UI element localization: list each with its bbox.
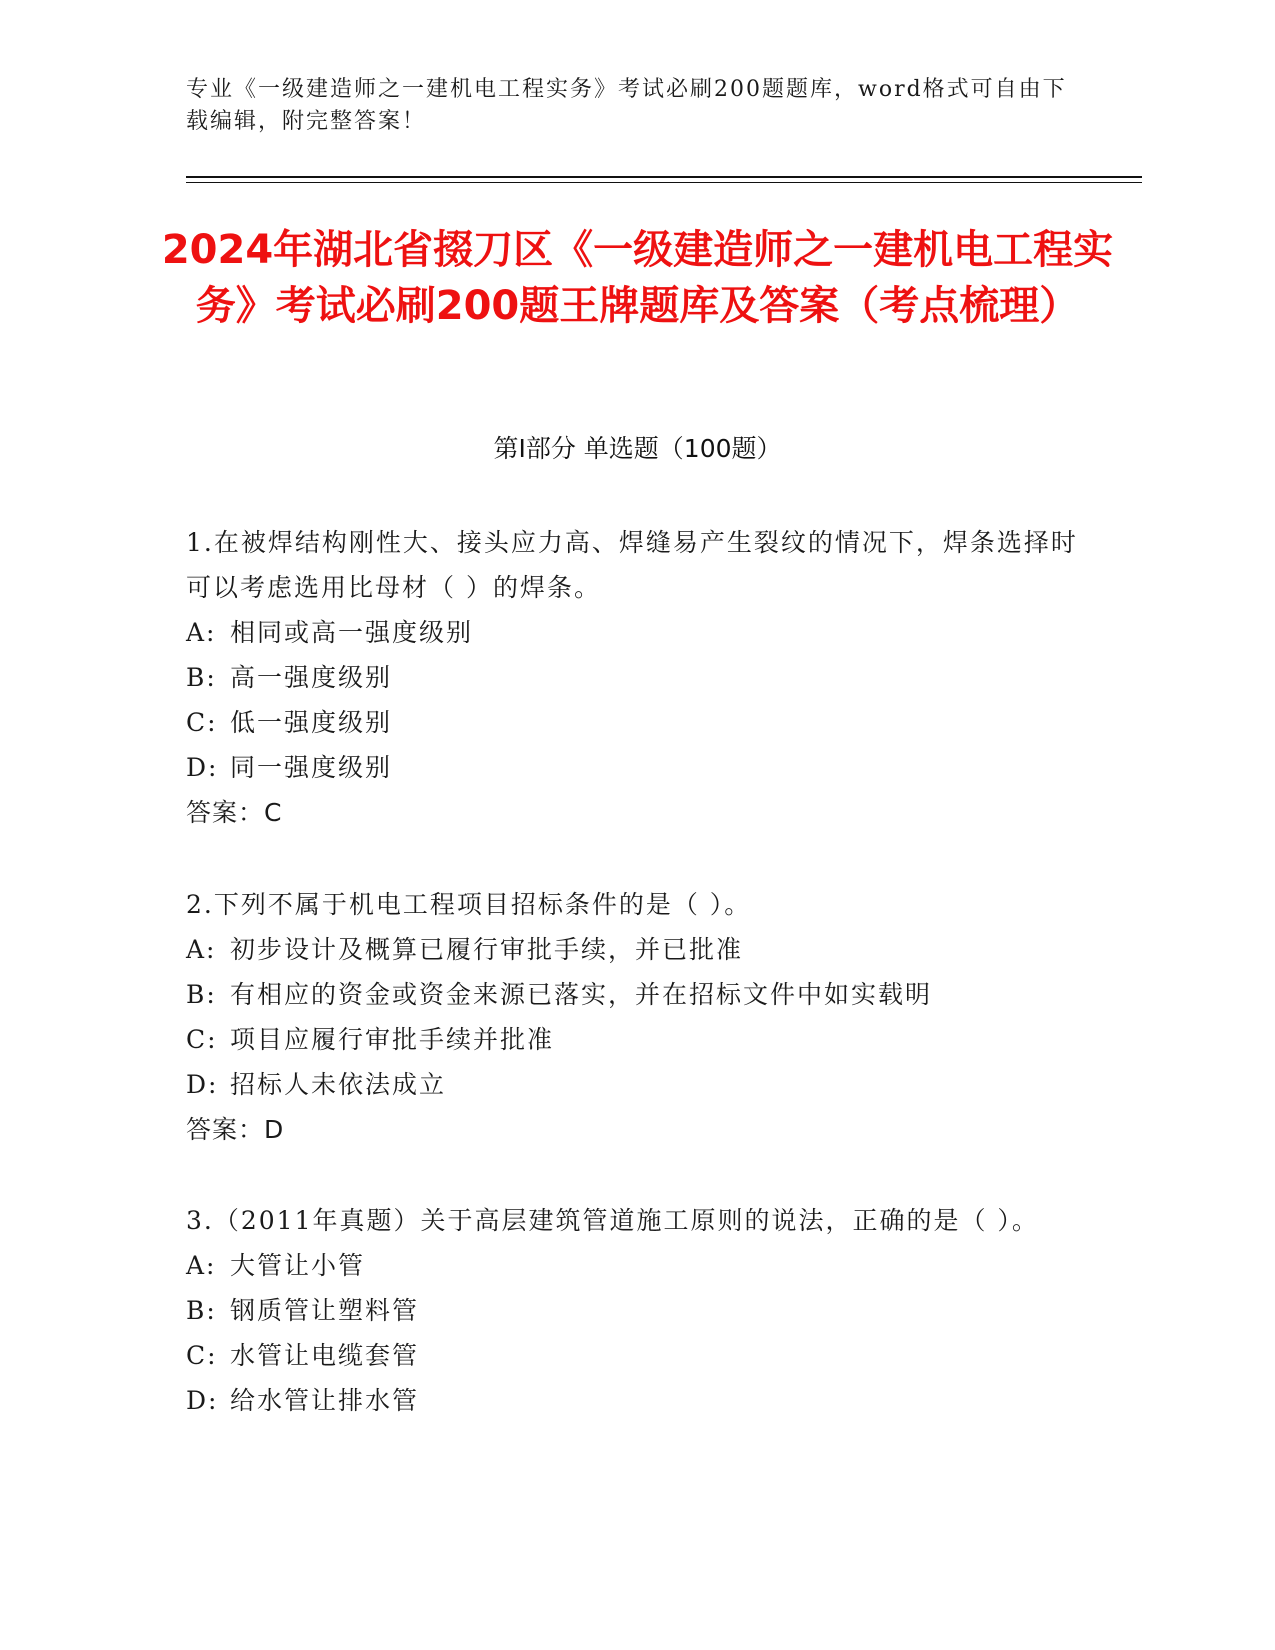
option-letter: D: bbox=[186, 753, 219, 782]
option-a bbox=[186, 927, 1086, 972]
option-text: 相同或高一强度级别 bbox=[230, 618, 474, 647]
option-text: 高一强度级别 bbox=[230, 663, 393, 692]
option-text: 水管让电缆套管 bbox=[230, 1341, 420, 1370]
option-text: 有相应的资金或资金来源已落实，并在招标文件中如实载明 bbox=[230, 980, 933, 1009]
option-letter: D: bbox=[186, 1070, 219, 1099]
header-divider-thick bbox=[186, 176, 1142, 178]
option-letter: C: bbox=[186, 708, 218, 737]
question-stem: 1.在被焊结构刚性大、接头应力高、焊缝易产生裂纹的情况下，焊条选择时可以考虑选用比母材（ ）的焊条。 bbox=[186, 528, 1078, 602]
option-letter: C: bbox=[186, 1341, 218, 1370]
option-letter: C: bbox=[186, 1025, 218, 1054]
header-divider-thin bbox=[186, 182, 1142, 183]
header-note: 专业《一级建造师之一建机电工程实务》考试必刷200题题库，word格式可自由下载编辑，附完整答案！ bbox=[186, 77, 1067, 134]
question-stem: 3.（2011年真题）关于高层建筑管道施工原则的说法，正确的是（ ）。 bbox=[186, 1206, 1039, 1235]
document-title: 2024年湖北省掇刀区《一级建造师之一建机电工程实务》考试必刷200题王牌题库及答案（考点梳理） bbox=[161, 227, 1114, 329]
option-d bbox=[186, 1062, 1086, 1107]
option-text: 给水管让排水管 bbox=[230, 1386, 420, 1415]
option-text: 同一强度级别 bbox=[230, 753, 393, 782]
option-c bbox=[186, 700, 1086, 745]
option-c bbox=[186, 1017, 1086, 1062]
option-letter: A: bbox=[186, 935, 217, 964]
option-text: 初步设计及概算已履行审批手续，并已批准 bbox=[230, 935, 744, 964]
option-text: 项目应履行审批手续并批准 bbox=[230, 1025, 555, 1054]
option-a bbox=[186, 1243, 1086, 1288]
section-title: 第I部分 单选题（100题） bbox=[493, 434, 782, 463]
option-text: 低一强度级别 bbox=[230, 708, 393, 737]
option-text: 大管让小管 bbox=[230, 1251, 366, 1280]
question-3 bbox=[186, 1198, 1086, 1423]
option-d bbox=[186, 745, 1086, 790]
option-letter: A: bbox=[186, 1251, 217, 1280]
question-1 bbox=[186, 520, 1086, 835]
option-letter: D: bbox=[186, 1386, 219, 1415]
option-letter: A: bbox=[186, 618, 217, 647]
option-a bbox=[186, 610, 1086, 655]
option-b bbox=[186, 655, 1086, 700]
option-letter: B: bbox=[186, 1296, 217, 1325]
option-text: 招标人未依法成立 bbox=[230, 1070, 447, 1099]
question-2 bbox=[186, 882, 1086, 1152]
answer: 答案：D bbox=[186, 1115, 285, 1144]
option-text: 钢质管让塑料管 bbox=[230, 1296, 420, 1325]
option-letter: B: bbox=[186, 980, 217, 1009]
option-d bbox=[186, 1378, 1086, 1423]
option-letter: B: bbox=[186, 663, 217, 692]
option-c bbox=[186, 1333, 1086, 1378]
question-stem: 2.下列不属于机电工程项目招标条件的是（ ）。 bbox=[186, 890, 752, 919]
answer: 答案：C bbox=[186, 798, 283, 827]
option-b bbox=[186, 1288, 1086, 1333]
option-b bbox=[186, 972, 1086, 1017]
